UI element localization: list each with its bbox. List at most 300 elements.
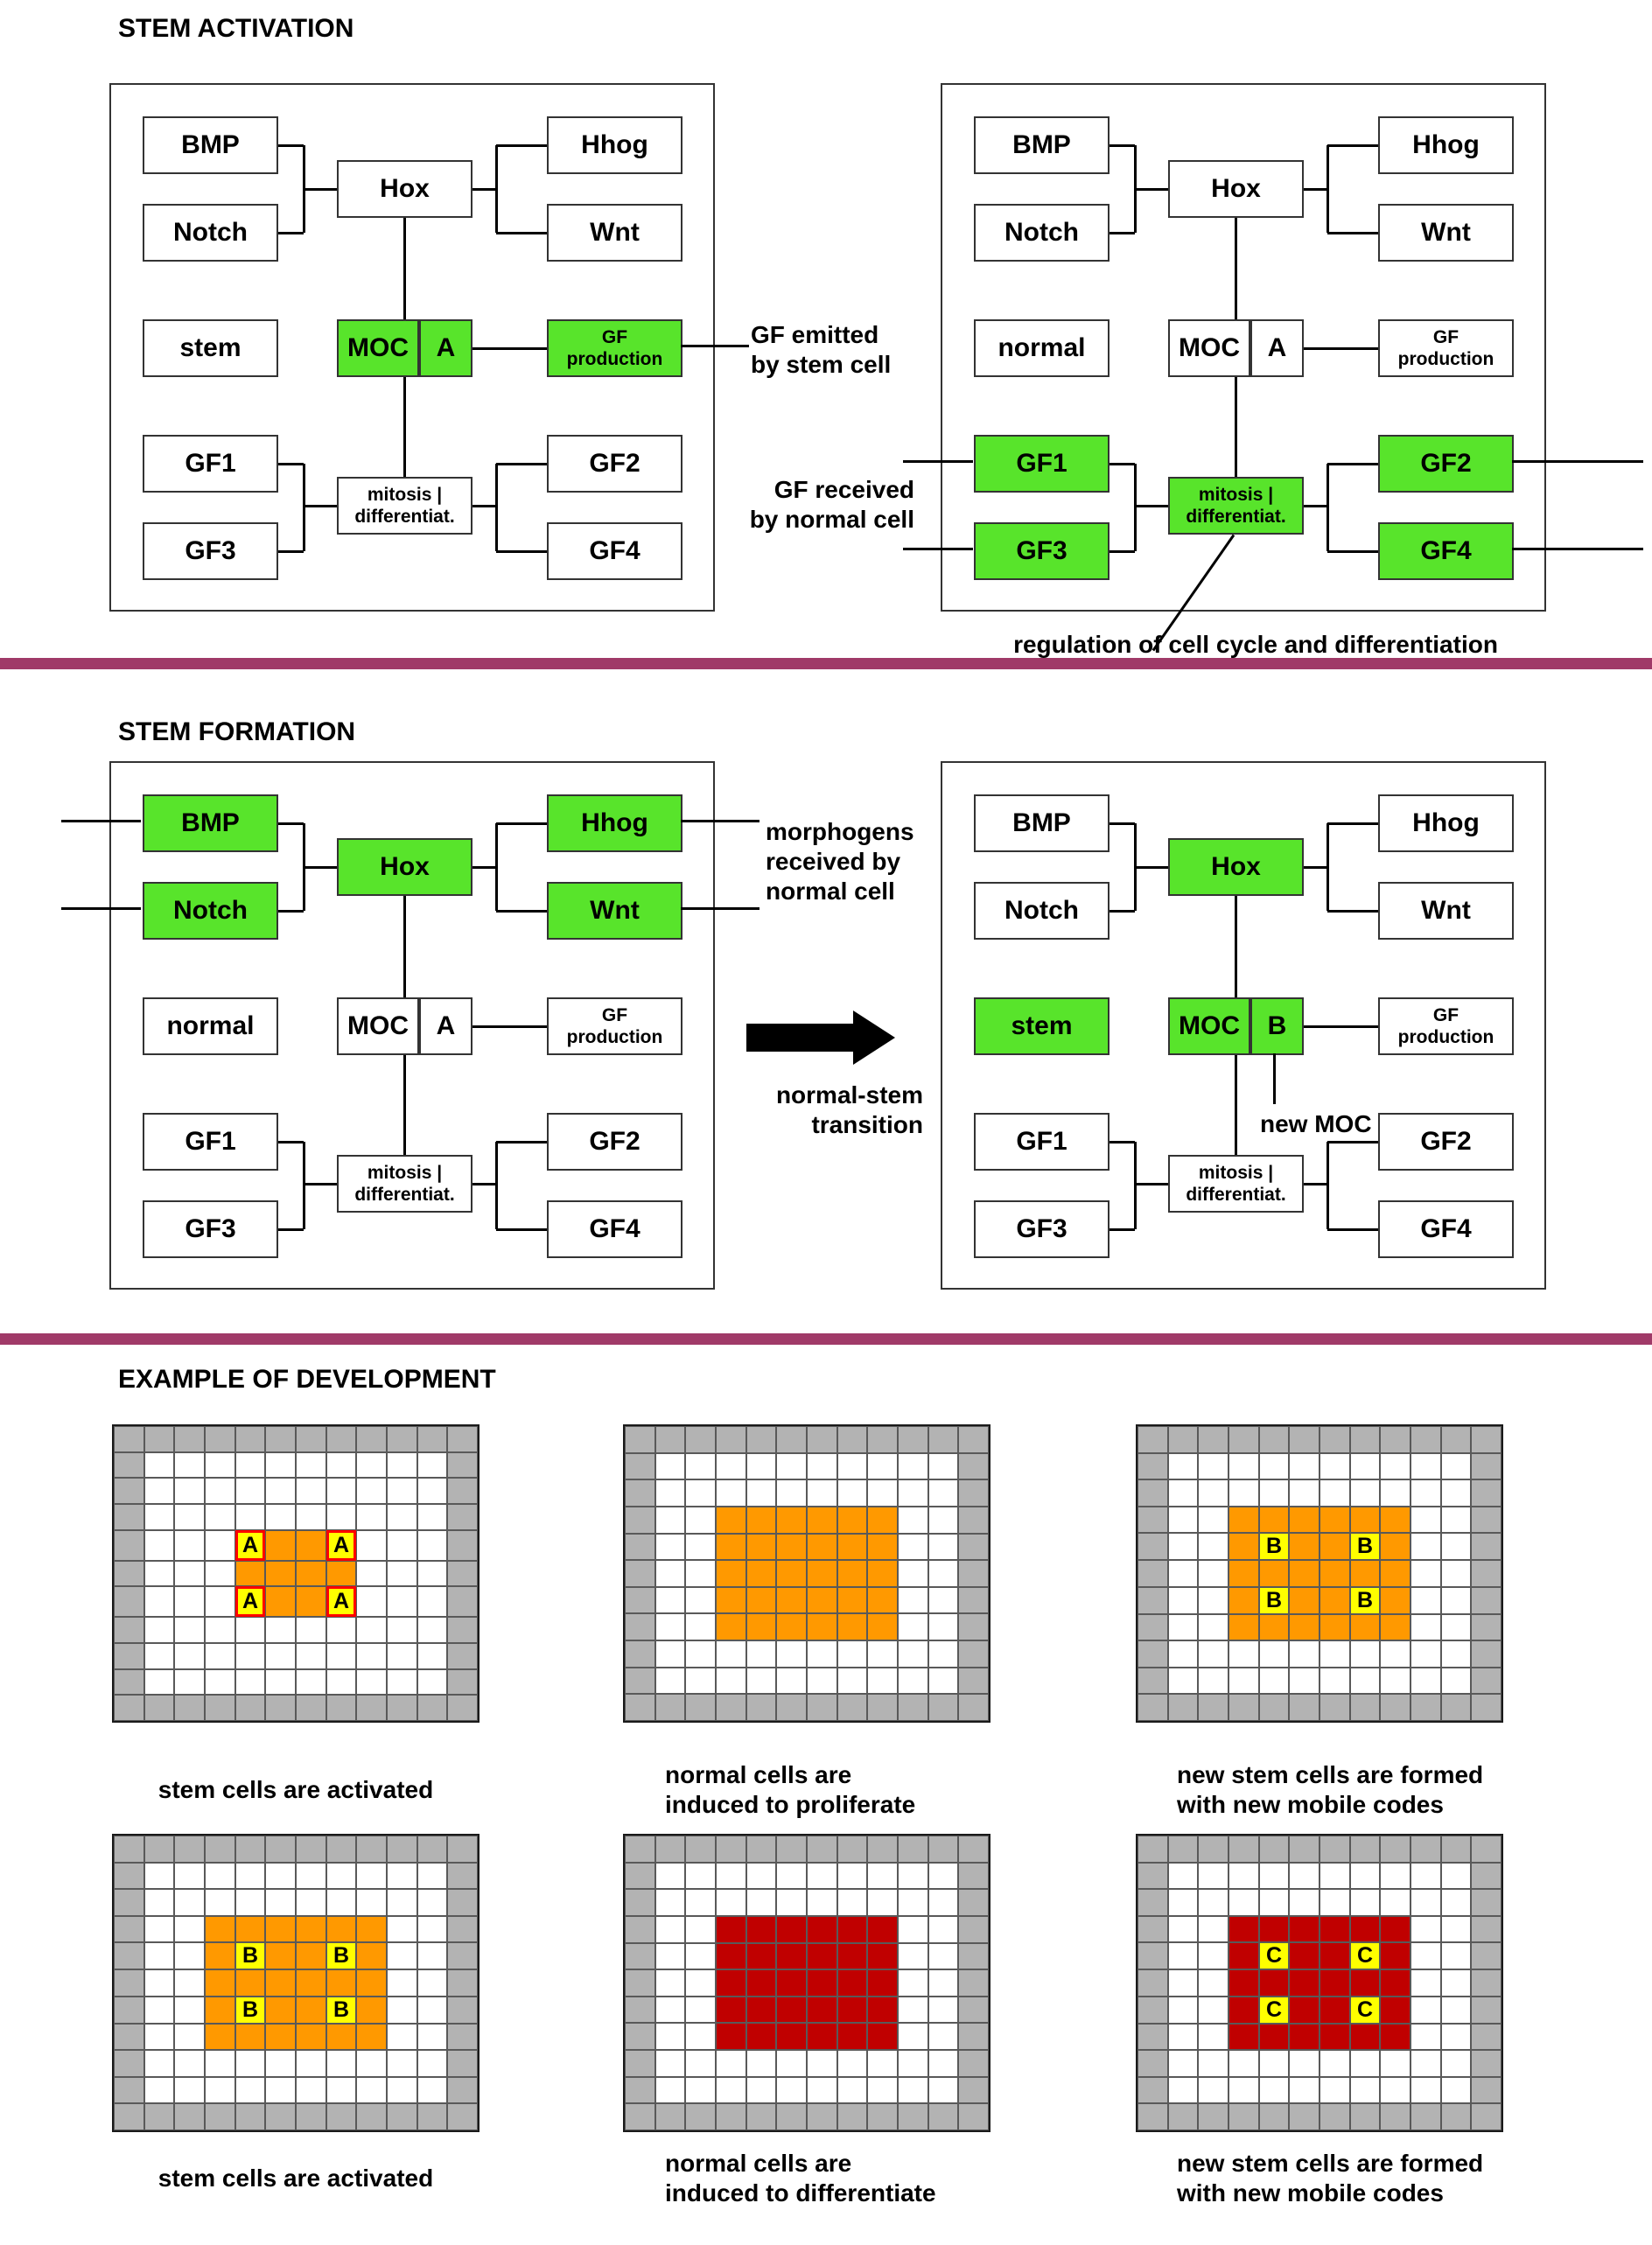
grid-cell — [655, 2077, 686, 2104]
grid-cell — [1380, 1889, 1410, 1916]
grid-cell — [1441, 1587, 1472, 1614]
grid-cell — [685, 2050, 716, 2077]
grid-cell — [1198, 2050, 1228, 2077]
grid-cell — [1289, 1614, 1320, 1641]
grid-cell — [1350, 2024, 1381, 2051]
box-bmp — [143, 794, 278, 852]
grid-cell — [867, 1863, 898, 1890]
grid-cell — [1138, 2050, 1168, 2077]
grid-cell — [837, 1668, 868, 1695]
grid-caption-line: induced to differentiate — [665, 2179, 936, 2207]
box-mit — [1168, 1155, 1304, 1213]
grid-cell — [867, 1534, 898, 1561]
box-label: normal — [166, 1011, 255, 1040]
grid-cell — [144, 1942, 175, 1969]
grid-cell — [1259, 1668, 1290, 1695]
connector-line — [1110, 232, 1135, 234]
grid-cell — [1259, 1969, 1290, 1997]
grid-cell — [174, 1916, 205, 1943]
grid-cell — [898, 1889, 928, 1916]
grid-cell — [1380, 2077, 1410, 2104]
grid-cell — [898, 2077, 928, 2104]
grid-cell — [417, 1997, 448, 2024]
gf-received-annotation — [739, 475, 914, 535]
grid-cell — [685, 1479, 716, 1507]
grid-cell — [417, 2050, 448, 2077]
grid-cell — [898, 1969, 928, 1997]
grid-cell — [417, 1504, 448, 1530]
grid-cell — [205, 1669, 235, 1696]
grid-cell — [174, 1969, 205, 1997]
grid-cell — [114, 1478, 144, 1504]
grid-cell — [1320, 1969, 1350, 1997]
grid-cell — [776, 1479, 807, 1507]
box-label: GF3 — [1016, 1214, 1068, 1243]
stem-cell-B: B — [326, 1942, 357, 1969]
grid-cell — [685, 1694, 716, 1721]
grid-cell — [387, 1916, 417, 1943]
grid-cell — [205, 1863, 235, 1890]
connector-line — [1110, 1141, 1135, 1143]
grid-cell — [746, 2050, 777, 2077]
grid-cell — [867, 1694, 898, 1721]
grid-cell — [807, 1507, 837, 1534]
grid-cell — [296, 2024, 326, 2051]
grid-cell — [1168, 1614, 1199, 1641]
grid-cell — [898, 1560, 928, 1587]
grid-cell — [1471, 1969, 1502, 1997]
grid-cell — [716, 1668, 746, 1695]
grid-cell — [296, 1863, 326, 1890]
grid-cell — [837, 1507, 868, 1534]
grid-cell — [387, 2077, 417, 2104]
grid-cell — [1380, 1694, 1410, 1721]
grid-cell — [1228, 1640, 1259, 1668]
box-label: B — [1267, 1011, 1287, 1040]
grid-cell — [1168, 2103, 1199, 2130]
grid-cell — [114, 1504, 144, 1530]
grid-cell — [144, 1617, 175, 1643]
grid-cell — [1138, 1942, 1168, 1969]
grid-cell — [265, 1504, 296, 1530]
development-grid-1 — [112, 1424, 480, 1723]
grid-cell — [114, 2103, 144, 2130]
grid-cell — [205, 1586, 235, 1617]
box-label: production — [566, 349, 663, 369]
grid-cell — [356, 1617, 387, 1643]
grid-cell — [928, 1453, 959, 1480]
grid-cell — [746, 1969, 777, 1997]
grid-cell — [114, 1969, 144, 1997]
grid-cell — [716, 1916, 746, 1943]
grid-cell — [296, 1916, 326, 1943]
grid-cell — [296, 1478, 326, 1504]
grid-cell — [1168, 2050, 1199, 2077]
grid-cell — [1259, 2024, 1290, 2051]
grid-cell — [867, 1969, 898, 1997]
grid-cell — [447, 2050, 478, 2077]
grid-cell — [1228, 1453, 1259, 1480]
connector-line — [495, 823, 498, 911]
grid-cell — [1228, 2077, 1259, 2104]
grid-cell — [625, 2077, 655, 2104]
grid-cell — [1228, 1587, 1259, 1614]
grid-cell — [235, 1889, 266, 1916]
grid-cell — [265, 1889, 296, 1916]
connector-line — [278, 1228, 304, 1231]
connector-line — [1327, 144, 1378, 147]
grid-cell — [1410, 1969, 1441, 1997]
grid-cell — [958, 2103, 989, 2130]
box-moc — [337, 319, 419, 377]
grid-cell — [1380, 1507, 1410, 1534]
grid-cell — [1441, 1614, 1472, 1641]
grid-cell — [958, 2077, 989, 2104]
grid-cell — [1320, 2077, 1350, 2104]
box-label: normal — [998, 333, 1086, 362]
connector-line — [403, 218, 406, 319]
grid-cell — [898, 1534, 928, 1561]
grid-cell — [1350, 2103, 1381, 2130]
grid-cell — [417, 1942, 448, 1969]
grid-cell — [1380, 1426, 1410, 1453]
box-label: GF — [601, 1005, 628, 1025]
grid-cell — [174, 2103, 205, 2130]
grid-cell — [1380, 1479, 1410, 1507]
grid-cell — [1471, 1614, 1502, 1641]
grid-cell — [1320, 1479, 1350, 1507]
box-label: GF — [601, 327, 628, 347]
box-label: Hhog — [1412, 130, 1480, 159]
grid-cell — [958, 1426, 989, 1453]
grid-cell — [144, 1669, 175, 1696]
grid-cell — [928, 1479, 959, 1507]
annotation-line: received by — [766, 848, 901, 875]
connector-line — [496, 232, 547, 234]
grid-cell — [1350, 1668, 1381, 1695]
grid-cell — [114, 1863, 144, 1890]
grid-cell — [928, 2050, 959, 2077]
regulation-annotation — [993, 630, 1518, 660]
connector-line — [496, 1228, 547, 1231]
box-hhog — [1378, 116, 1514, 174]
connector-line — [1304, 347, 1378, 350]
grid-cell — [837, 2077, 868, 2104]
connector-line — [495, 145, 498, 233]
grid-cell — [1441, 1942, 1472, 1969]
grid-cell — [205, 1997, 235, 2024]
grid-cell — [265, 2050, 296, 2077]
grid-cell — [807, 1640, 837, 1668]
grid-cell — [685, 1453, 716, 1480]
grid-cell — [958, 1479, 989, 1507]
grid-cell — [958, 1587, 989, 1614]
grid-cell — [387, 1889, 417, 1916]
grid-cell — [174, 1426, 205, 1452]
grid-cell — [356, 2050, 387, 2077]
grid-cell — [144, 1695, 175, 1721]
grid-cell — [1289, 1640, 1320, 1668]
grid-cell — [417, 1530, 448, 1561]
grid-cell — [716, 1889, 746, 1916]
grid-cell — [174, 2077, 205, 2104]
grid-cell — [1350, 1426, 1381, 1453]
grid-cell — [1441, 1533, 1472, 1560]
box-gf1 — [974, 1113, 1110, 1171]
grid-cell — [867, 1613, 898, 1640]
grid-cell — [776, 1969, 807, 1997]
grid-cell — [1289, 1863, 1320, 1890]
grid-cell — [1138, 1916, 1168, 1943]
box-label: GF2 — [1420, 1127, 1472, 1156]
box-label: GF2 — [1420, 449, 1472, 478]
grid-cell — [1138, 2077, 1168, 2104]
box-wnt — [547, 882, 682, 940]
box-label: mitosis | — [1198, 485, 1274, 505]
grid-cell — [776, 1889, 807, 1916]
grid-cell — [356, 2103, 387, 2130]
grid-cell — [1471, 1889, 1502, 1916]
grid-cell — [685, 1997, 716, 2024]
grid-cell — [1320, 1614, 1350, 1641]
box-label: A — [1267, 333, 1287, 362]
grid-cell — [114, 1530, 144, 1561]
grid-cell — [205, 1530, 235, 1561]
grid-cell — [807, 1889, 837, 1916]
grid-caption-line: normal cells are — [665, 1761, 852, 1788]
grid-cell — [447, 1452, 478, 1479]
grid-cell — [837, 1863, 868, 1890]
connector-line — [472, 1183, 496, 1185]
grid-cell — [776, 2103, 807, 2130]
box-notch — [974, 882, 1110, 940]
box-label: differentiat. — [1186, 1185, 1286, 1205]
grid-cell — [625, 1863, 655, 1890]
grid-cell — [1410, 1426, 1441, 1453]
grid-cell — [837, 1836, 868, 1863]
connector-line — [1326, 145, 1329, 233]
grid-cell — [1380, 2024, 1410, 2051]
grid-cell — [417, 1452, 448, 1479]
grid-cell — [716, 2103, 746, 2130]
connector-line — [61, 820, 141, 822]
connector-line — [1235, 377, 1237, 477]
grid-cell — [655, 1640, 686, 1668]
box-gfprod — [1378, 319, 1514, 377]
grid-cell — [1168, 1889, 1199, 1916]
grid-cell — [144, 2050, 175, 2077]
section-divider — [0, 1333, 1652, 1345]
connector-line — [1304, 505, 1327, 507]
stem-cell-B: B — [326, 1997, 357, 2024]
grid-cell — [1259, 1479, 1290, 1507]
grid-cell — [898, 1587, 928, 1614]
grid-caption-line: with new mobile codes — [1177, 1791, 1444, 1818]
grid-cell — [174, 1942, 205, 1969]
grid-cell — [746, 1587, 777, 1614]
grid-cell — [928, 2023, 959, 2050]
box-code — [1250, 997, 1304, 1055]
grid-cell — [685, 1507, 716, 1534]
grid-cell — [326, 1863, 357, 1890]
gf-emitted-annotation — [751, 320, 891, 380]
grid-cell — [205, 1942, 235, 1969]
grid-cell — [235, 2103, 266, 2130]
grid-cell — [114, 1669, 144, 1696]
grid-cell — [1320, 1836, 1350, 1863]
grid-cell — [776, 1997, 807, 2024]
normal-stem-transition-arrow — [746, 1024, 853, 1052]
grid-cell — [1380, 1942, 1410, 1969]
grid-cell — [144, 1478, 175, 1504]
connector-line — [1327, 232, 1378, 234]
grid-cell — [958, 1997, 989, 2024]
grid-cell — [625, 2103, 655, 2130]
grid-cell — [685, 2023, 716, 2050]
grid-cell — [958, 1613, 989, 1640]
grid-cell — [776, 2050, 807, 2077]
grid-cell — [867, 1889, 898, 1916]
connector-line — [1304, 866, 1327, 869]
grid-cell — [1320, 1587, 1350, 1614]
grid-cell — [1228, 1560, 1259, 1587]
connector-line — [304, 1183, 337, 1185]
grid-cell — [1259, 1889, 1290, 1916]
grid-cell — [205, 1969, 235, 1997]
stem-cell-B: B — [235, 1997, 266, 2024]
grid-cell — [1289, 2103, 1320, 2130]
grid-cell — [447, 1863, 478, 1890]
grid-cell — [144, 1452, 175, 1479]
box-label: Notch — [173, 218, 248, 247]
annotation-line: normal cell — [766, 878, 895, 905]
grid-cell — [837, 1453, 868, 1480]
box-cell — [974, 997, 1110, 1055]
grid-cell — [326, 1836, 357, 1863]
connector-line — [1327, 1141, 1378, 1143]
connector-line — [496, 550, 547, 553]
grid-cell — [1228, 1863, 1259, 1890]
grid-cell — [1198, 1479, 1228, 1507]
grid-cell — [1168, 1640, 1199, 1668]
grid-cell — [205, 2077, 235, 2104]
connector-line — [1326, 464, 1329, 551]
grid-cell — [625, 1668, 655, 1695]
grid-cell — [867, 1836, 898, 1863]
grid-cell — [867, 2050, 898, 2077]
grid-cell — [1228, 1614, 1259, 1641]
grid-cell — [356, 1836, 387, 1863]
connector-line — [1327, 1228, 1378, 1231]
grid-cell — [417, 1643, 448, 1669]
grid-cell — [235, 1836, 266, 1863]
grid-cell — [898, 1943, 928, 1970]
box-label: GF1 — [1016, 1127, 1068, 1156]
development-grid-6 — [1136, 1834, 1503, 2132]
box-gf1 — [143, 435, 278, 493]
stem-cell-C: C — [1350, 1942, 1381, 1969]
grid-cell — [1320, 2050, 1350, 2077]
grid-cell — [898, 1836, 928, 1863]
stem-cell-C: C — [1350, 1997, 1381, 2024]
grid-cell — [296, 1586, 326, 1617]
grid-cell — [205, 1836, 235, 1863]
connector-line — [495, 464, 498, 551]
grid-cell — [235, 1452, 266, 1479]
box-gfprod — [547, 997, 682, 1055]
grid-cell — [685, 1640, 716, 1668]
box-bmp — [143, 116, 278, 174]
grid-cell — [1471, 1507, 1502, 1534]
grid-cell — [205, 2024, 235, 2051]
box-notch — [974, 204, 1110, 262]
connector-line — [1110, 144, 1135, 147]
stem-cell-B: B — [1350, 1587, 1381, 1614]
box-label: Wnt — [590, 896, 640, 925]
grid-cell — [837, 2103, 868, 2130]
grid-caption — [112, 2149, 480, 2193]
grid-cell — [114, 2077, 144, 2104]
grid-cell — [867, 2103, 898, 2130]
grid-cell — [1138, 1997, 1168, 2024]
grid-cell — [746, 1997, 777, 2024]
grid-cell — [1168, 1942, 1199, 1969]
grid-cell — [958, 1560, 989, 1587]
grid-cell — [655, 1426, 686, 1453]
grid-cell — [144, 1426, 175, 1452]
grid-cell — [837, 1969, 868, 1997]
grid-cell — [1471, 1587, 1502, 1614]
connector-line — [278, 232, 304, 234]
stem-cell-B: B — [235, 1942, 266, 1969]
connector-line — [61, 907, 141, 910]
grid-cell — [655, 2103, 686, 2130]
box-label: GF4 — [589, 536, 640, 565]
grid-cell — [1228, 1969, 1259, 1997]
connector-line — [1304, 1183, 1327, 1185]
grid-cell — [716, 1426, 746, 1453]
grid-cell — [655, 1836, 686, 1863]
box-label: GF3 — [185, 1214, 236, 1243]
connector-line — [496, 144, 547, 147]
box-hox — [337, 838, 472, 896]
grid-cell — [1259, 1694, 1290, 1721]
grid-cell — [837, 2050, 868, 2077]
grid-cell — [1168, 1479, 1199, 1507]
grid-cell — [1471, 1668, 1502, 1695]
grid-cell — [807, 1613, 837, 1640]
grid-cell — [205, 1695, 235, 1721]
grid-cell — [928, 1560, 959, 1587]
box-gf1 — [143, 1113, 278, 1171]
grid-caption — [112, 1760, 480, 1805]
stem-cell-A: A — [326, 1530, 357, 1561]
grid-cell — [867, 2023, 898, 2050]
grid-cell — [958, 1668, 989, 1695]
grid-cell — [265, 1530, 296, 1561]
grid-cell — [1198, 1426, 1228, 1453]
grid-cell — [1138, 1640, 1168, 1668]
box-wnt — [547, 204, 682, 262]
grid-cell — [1410, 1507, 1441, 1534]
box-label: Hox — [1211, 174, 1261, 203]
grid-cell — [1198, 1560, 1228, 1587]
box-notch — [143, 882, 278, 940]
grid-cell — [387, 1669, 417, 1696]
grid-cell — [1138, 1426, 1168, 1453]
grid-cell — [1168, 1997, 1199, 2024]
stem-formation-left-panel — [109, 761, 715, 1290]
